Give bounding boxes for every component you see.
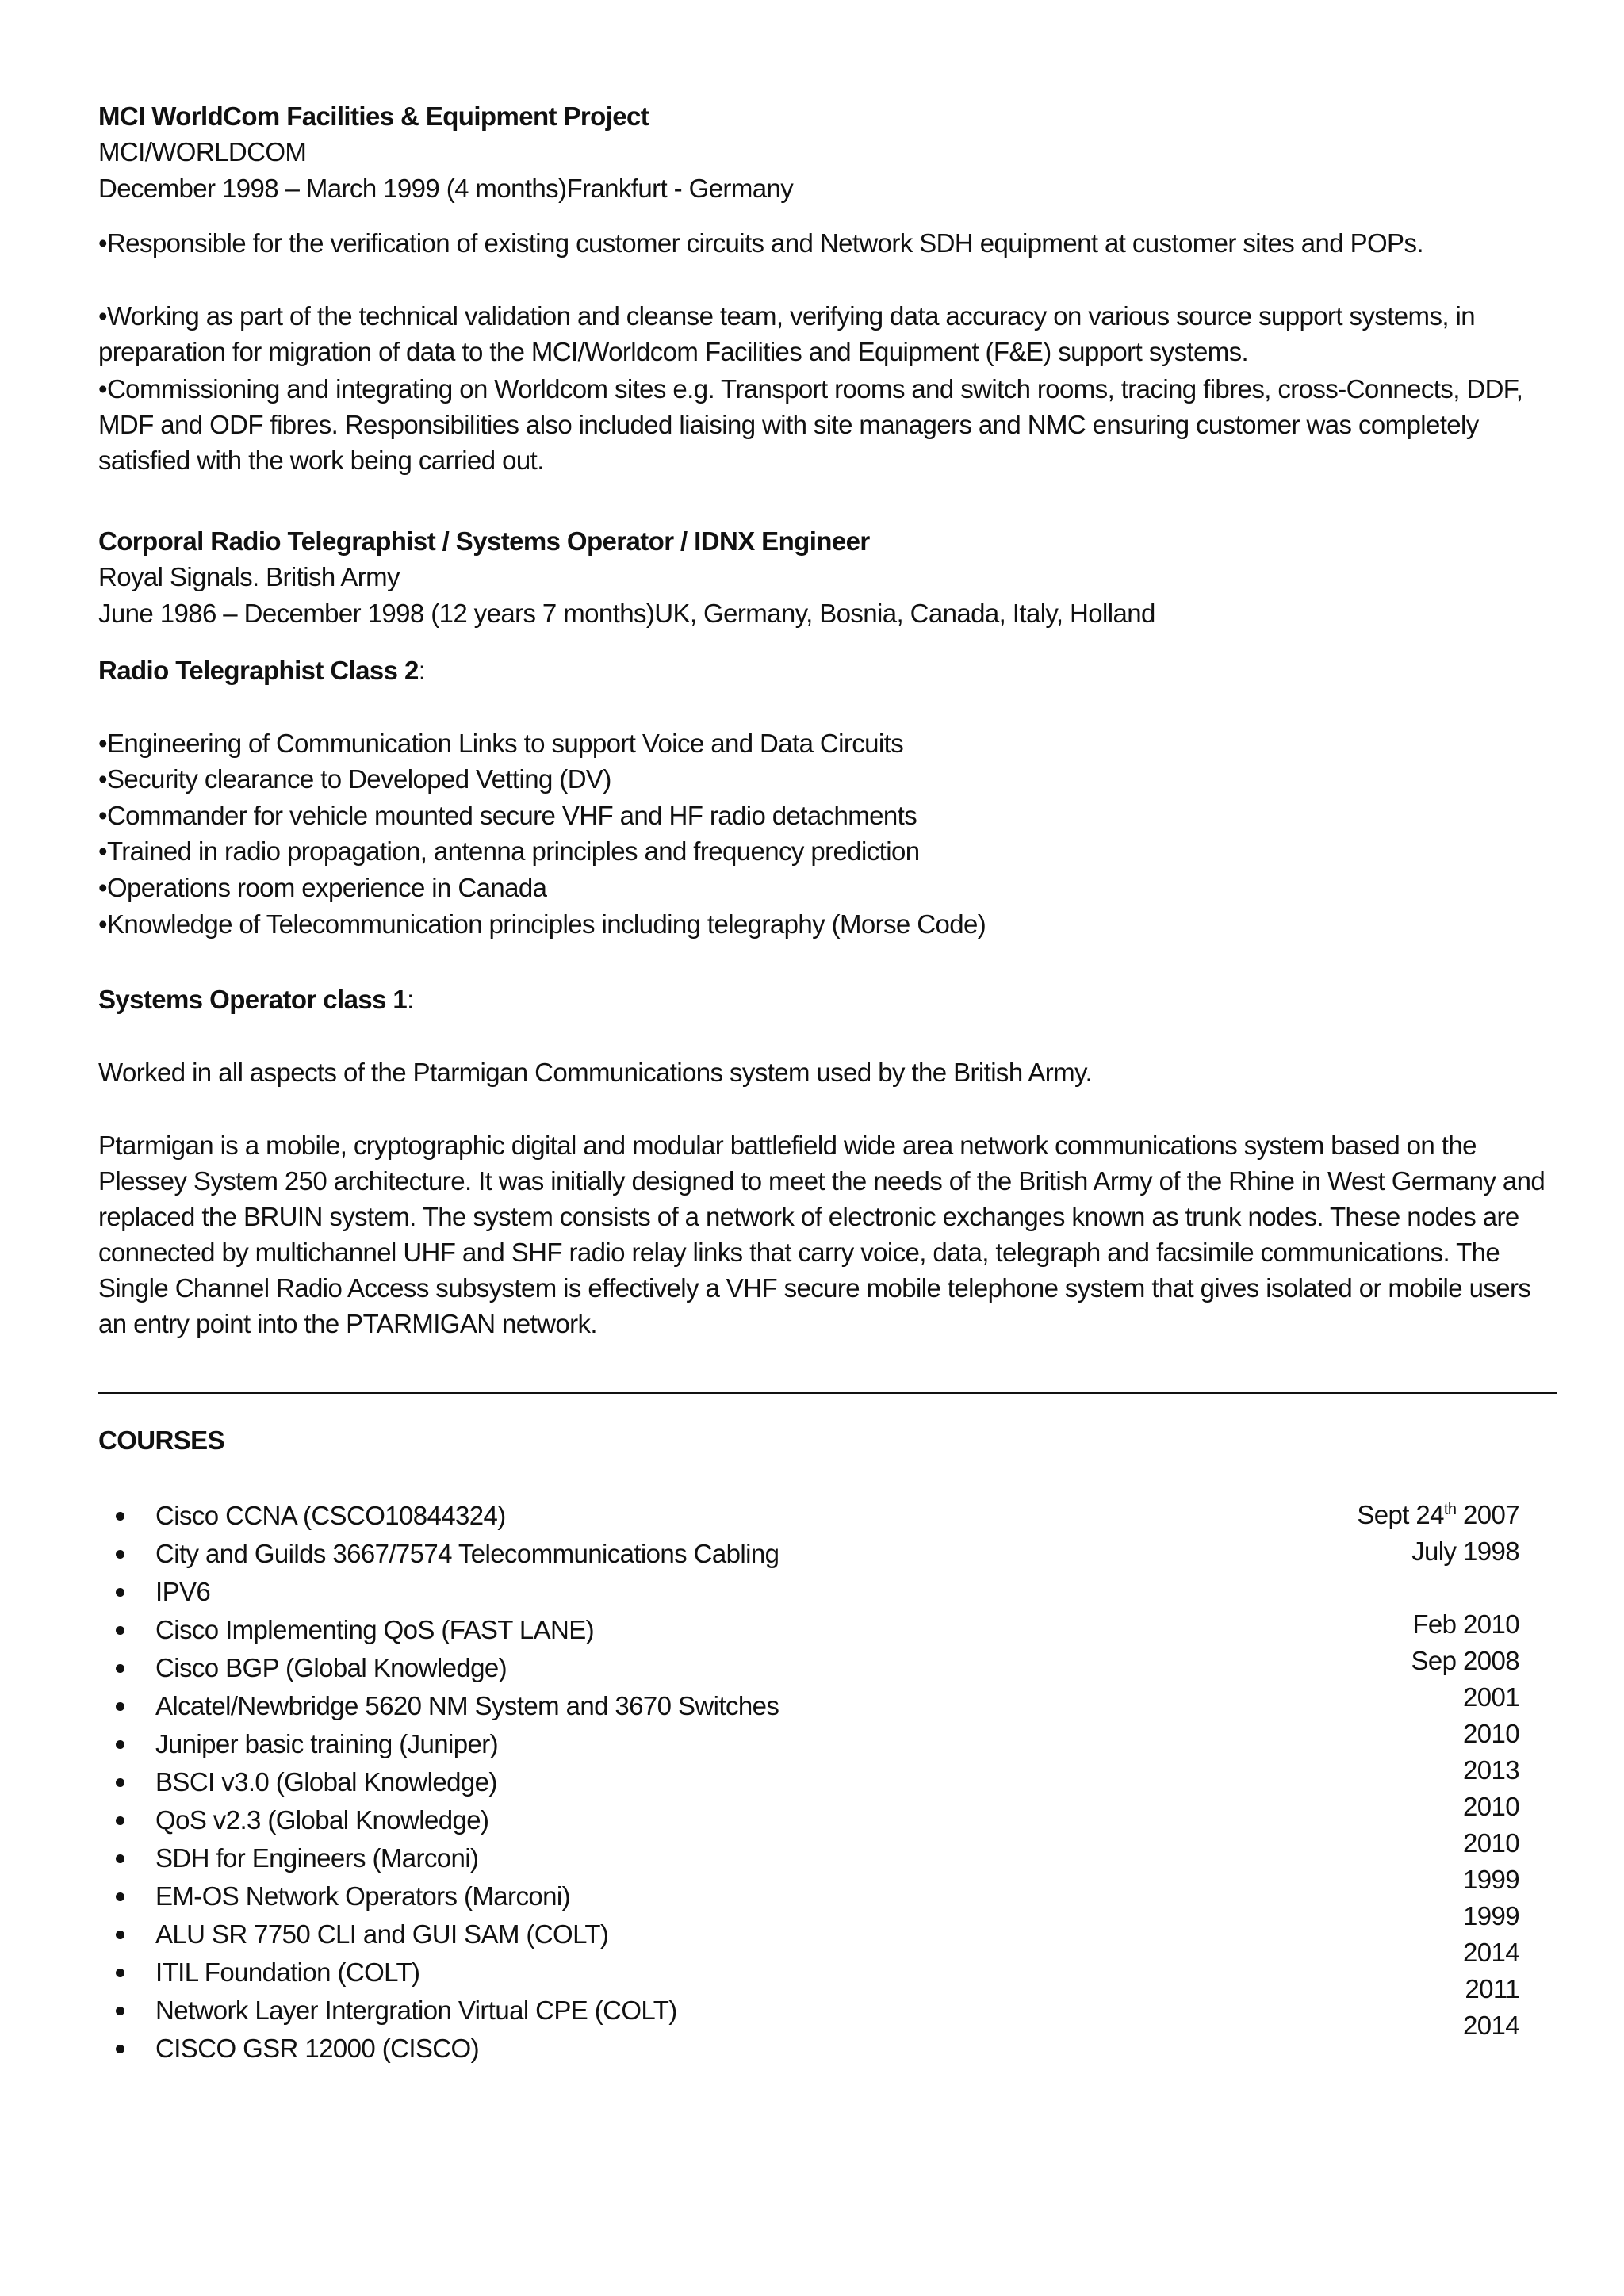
job1-title: MCI WorldCom Facilities & Equipment Project <box>98 101 649 131</box>
course-item: ALU SR 7750 CLI and GUI SAM (COLT) <box>98 1915 779 1954</box>
course-date: 2010 <box>1462 1828 1519 1858</box>
course-date: 1999 <box>1462 1901 1519 1931</box>
course-date: Sept 24th 2007 <box>1357 1500 1519 1529</box>
radio-bullet-4: •Trained in radio propagation, antenna principles and frequency prediction <box>98 836 920 866</box>
course-item: Cisco CCNA (CSCO10844324) <box>98 1497 779 1535</box>
course-date: 1999 <box>1462 1865 1519 1894</box>
radio-bullet-2: •Security clearance to Developed Vetting (DV) <box>98 764 611 794</box>
courses-list <box>98 1497 779 2068</box>
course-dates <box>1357 1497 1519 2044</box>
radio-heading: Radio Telegraphist Class 2 <box>98 656 419 685</box>
sysop-heading: Systems Operator class 1 <box>98 985 408 1014</box>
ptarmigan-description: Ptarmigan is a mobile, cryptographic digital and modular battlefield wide area network communications system based on the Plessey System 250 architecture. It was initially designed to meet the needs of the British Army of the Rhine in West Germany and replaced the BRUIN system. The system consists of a network of electronic exchanges known as trunk nodes. These nodes are connected by multichannel UHF and SHF radio relay links that carry voice, data, telegraph and facsimile communications. The Single Channel Radio Access subsystem is effectively a VHF secure mobile telephone system that gives isolated or mobile users an entry point into the PTARMIGAN network. <box>98 1131 1545 1338</box>
course-item: Alcatel/Newbridge 5620 NM System and 3670 Switches <box>98 1687 779 1725</box>
radio-bullet-3: •Commander for vehicle mounted secure VHF and HF radio detachments <box>98 801 917 830</box>
course-date <box>1357 1570 1519 1606</box>
course-date: 2014 <box>1462 2011 1519 2040</box>
job1-bullet-2: •Working as part of the technical validation and cleanse team, verifying data accuracy on various source support systems, in preparation for migration of data to the MCI/Worldcom Facilities and Equipment (F&E) support systems. <box>98 301 1475 366</box>
bullet-dot-icon <box>116 1892 124 1901</box>
course-date: 2011 <box>1465 1974 1519 2003</box>
course-item: Cisco BGP (Global Knowledge) <box>98 1649 779 1687</box>
radio-bullet-1: •Engineering of Communication Links to support Voice and Data Circuits <box>98 729 904 758</box>
bullet-dot-icon <box>116 1778 124 1787</box>
course-date: 2014 <box>1462 1938 1519 1967</box>
course-item: SDH for Engineers (Marconi) <box>98 1839 779 1877</box>
bullet-dot-icon <box>116 1588 124 1597</box>
course-item: City and Guilds 3667/7574 Telecommunications Cabling <box>98 1535 779 1573</box>
course-item: Network Layer Intergration Virtual CPE (COLT) <box>98 1992 779 2030</box>
sysop-heading-line <box>98 982 414 1017</box>
bullet-dot-icon <box>116 1969 124 1977</box>
job2-company: Royal Signals. British Army <box>98 562 400 591</box>
radio-bullet-6: •Knowledge of Telecommunication principles including telegraphy (Morse Code) <box>98 909 986 939</box>
job1-bullet-3: •Commissioning and integrating on Worldcom sites e.g. Transport rooms and switch rooms, tracing fibres, cross-Connects, DDF, MDF and ODF fibres. Responsibilities also included liaising with site managers and NMC ensuring customer was completely satisfied with the work being carried out. <box>98 374 1523 475</box>
radio-heading-line <box>98 652 425 688</box>
bullet-dot-icon <box>116 1550 124 1559</box>
course-item: IPV6 <box>98 1573 779 1611</box>
course-item: BSCI v3.0 (Global Knowledge) <box>98 1763 779 1801</box>
bullet-dot-icon <box>116 1664 124 1673</box>
job2-period: June 1986 – December 1998 (12 years 7 months)UK, Germany, Bosnia, Canada, Italy, Holland <box>98 599 1155 628</box>
job1-company: MCI/WORLDCOM <box>98 137 307 166</box>
course-date: 2010 <box>1462 1719 1519 1748</box>
course-item: QoS v2.3 (Global Knowledge) <box>98 1801 779 1839</box>
course-item: ITIL Foundation (COLT) <box>98 1954 779 1992</box>
bullet-dot-icon <box>116 2045 124 2053</box>
course-date: 2013 <box>1462 1755 1519 1785</box>
bullet-dot-icon <box>116 1854 124 1863</box>
course-date: 2001 <box>1462 1682 1519 1712</box>
course-item: Cisco Implementing QoS (FAST LANE) <box>98 1611 779 1649</box>
course-date: July 1998 <box>1411 1536 1519 1566</box>
radio-heading-colon: : <box>418 656 426 685</box>
course-item: EM-OS Network Operators (Marconi) <box>98 1877 779 1915</box>
radio-bullet-5: •Operations room experience in Canada <box>98 873 547 902</box>
bullet-dot-icon <box>116 1931 124 1939</box>
courses-heading: COURSES <box>98 1425 224 1455</box>
course-date: Feb 2010 <box>1412 1609 1519 1639</box>
sysop-intro: Worked in all aspects of the Ptarmigan Communications system used by the British Army. <box>98 1058 1093 1087</box>
bullet-dot-icon <box>116 1816 124 1825</box>
bullet-dot-icon <box>116 1702 124 1711</box>
job1-bullet-1: •Responsible for the verification of existing customer circuits and Network SDH equipment at customer sites and POPs. <box>98 228 1423 258</box>
job2-title: Corporal Radio Telegraphist / Systems Operator / IDNX Engineer <box>98 526 870 556</box>
section-divider <box>98 1392 1557 1394</box>
course-item: Juniper basic training (Juniper) <box>98 1725 779 1763</box>
bullet-dot-icon <box>116 2007 124 2015</box>
job1-period: December 1998 – March 1999 (4 months)Frankfurt - Germany <box>98 174 794 203</box>
bullet-dot-icon <box>116 1626 124 1635</box>
course-date: 2010 <box>1462 1792 1519 1821</box>
course-date: Sep 2008 <box>1411 1646 1519 1675</box>
sysop-heading-colon: : <box>407 985 414 1014</box>
course-item: CISCO GSR 12000 (CISCO) <box>98 2030 779 2068</box>
bullet-dot-icon <box>116 1740 124 1749</box>
bullet-dot-icon <box>116 1512 124 1521</box>
